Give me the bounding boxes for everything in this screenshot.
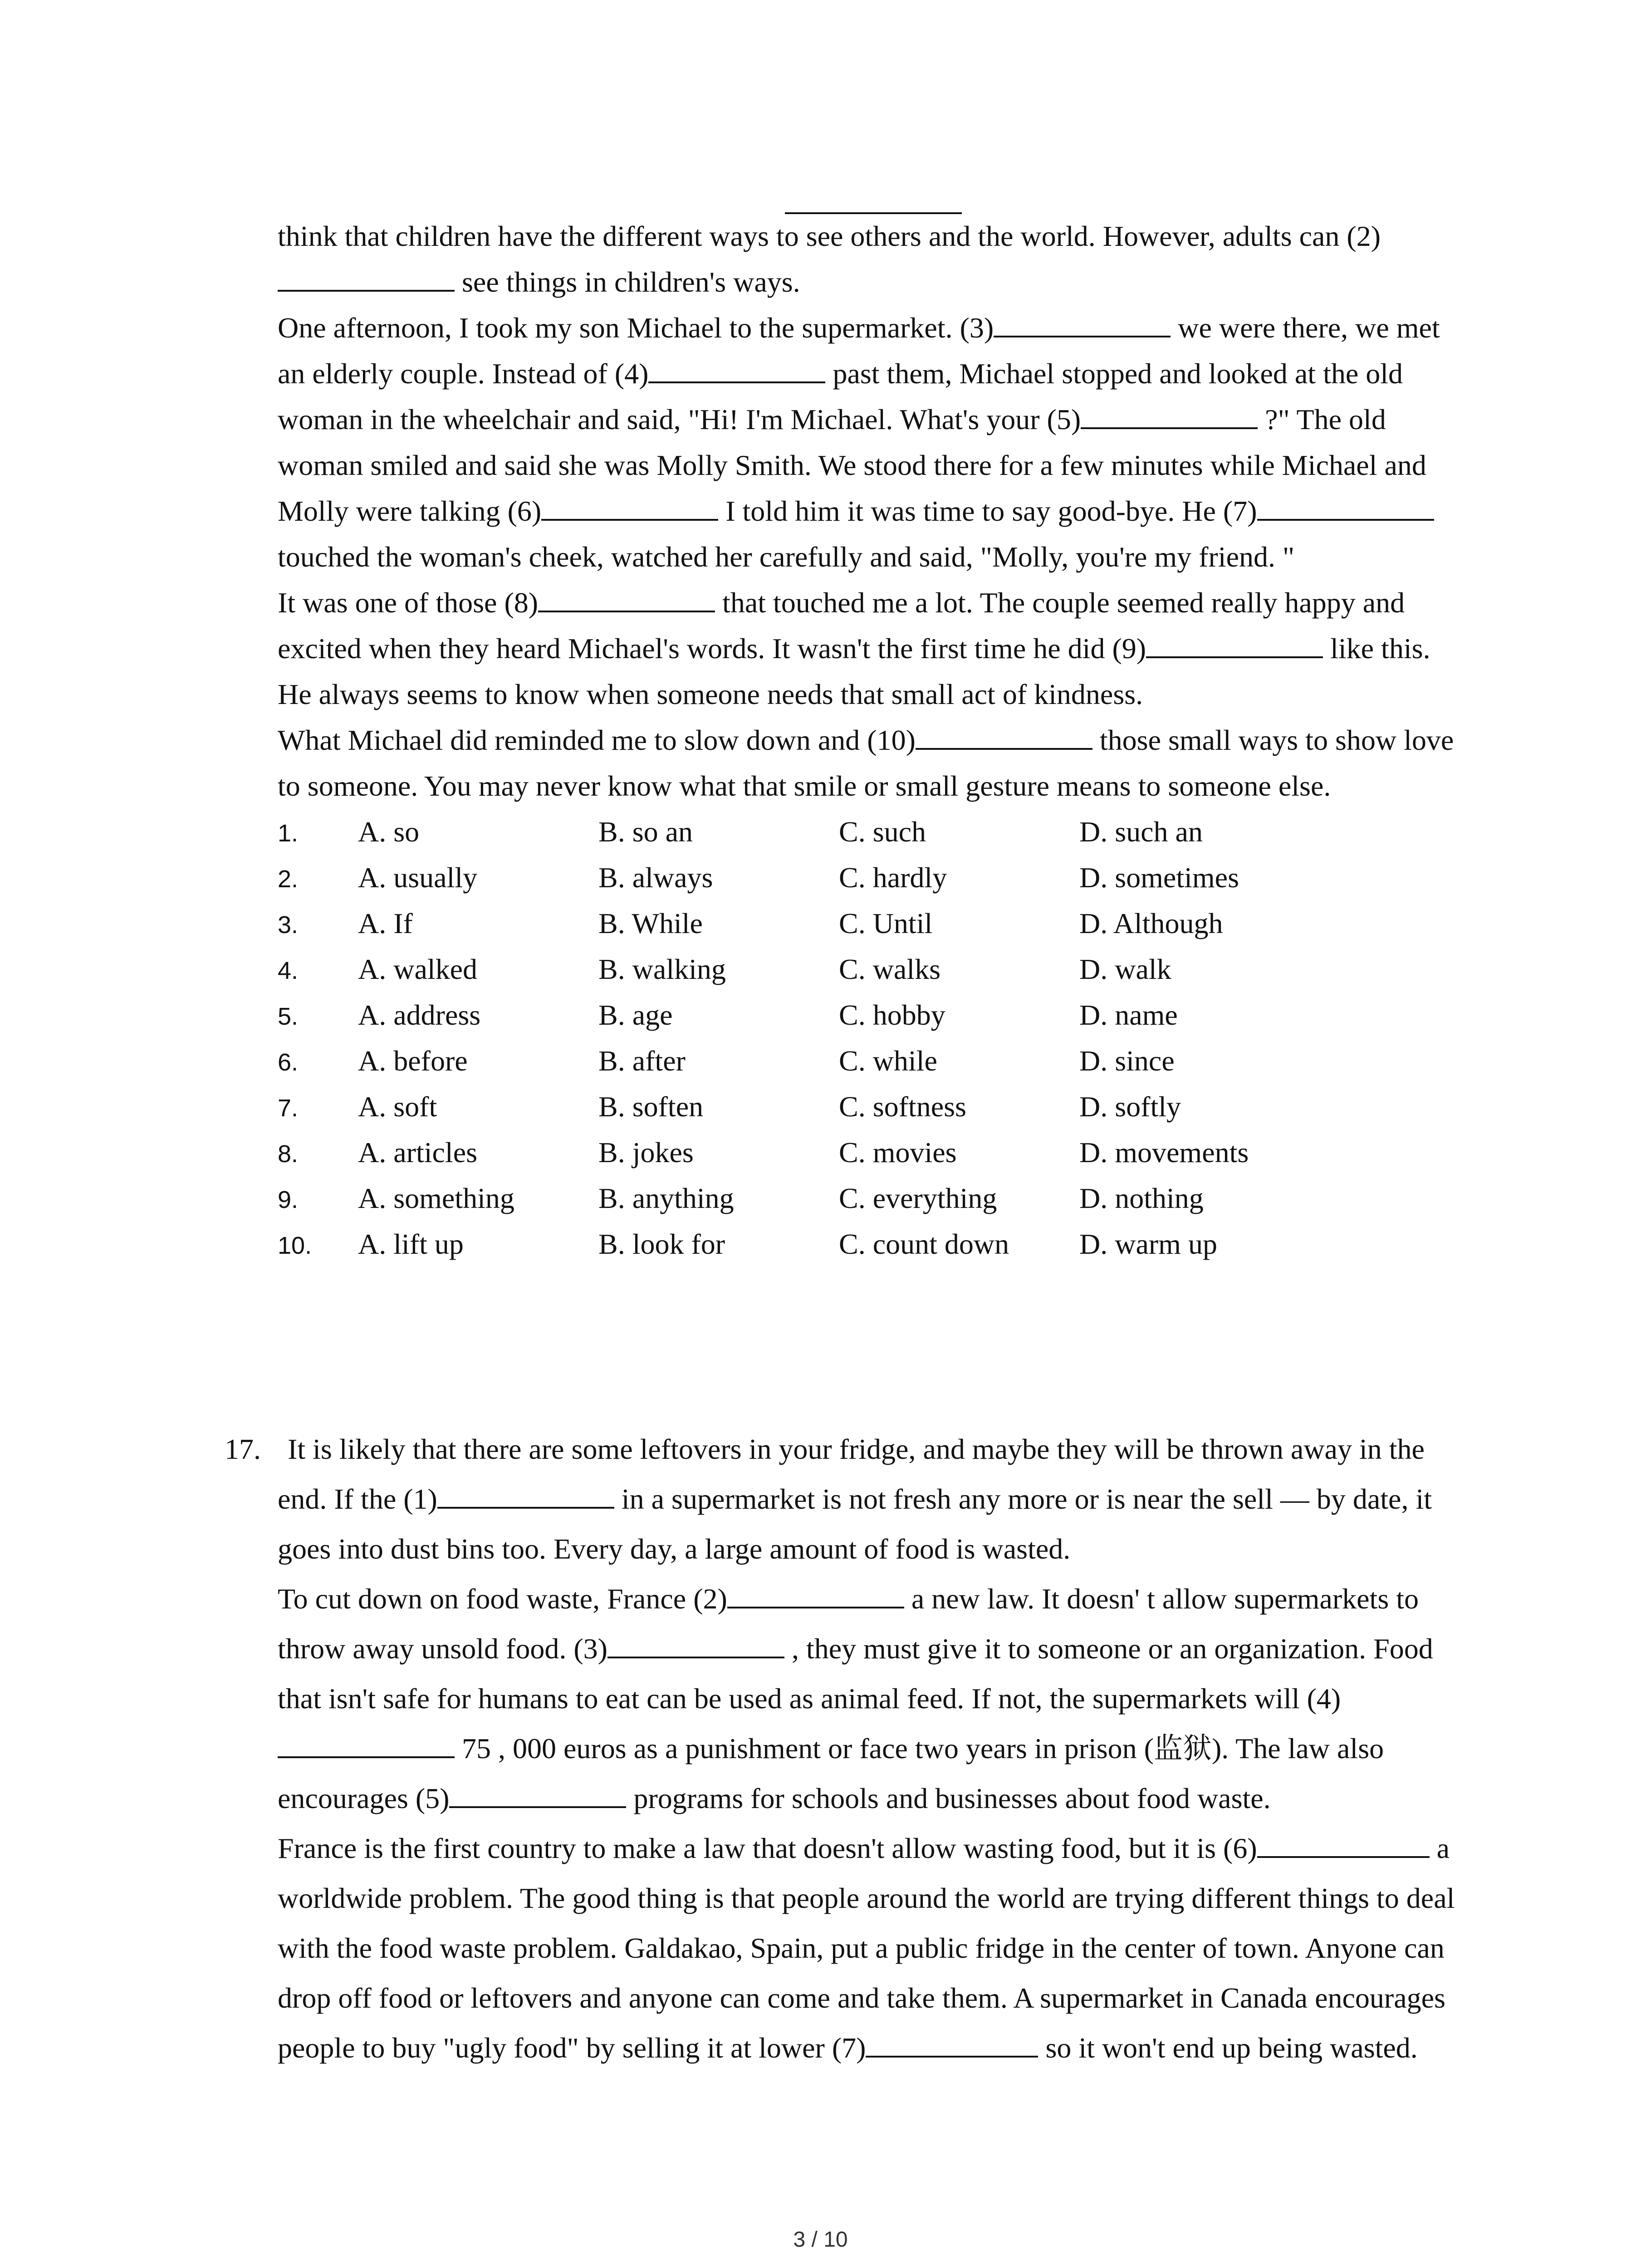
option-row (278, 1084, 1466, 1129)
option-number: 9. (278, 1186, 299, 1213)
option-b: B. While (598, 907, 703, 939)
passage-paragraph: What Michael did reminded me to slow down and (10) those small ways to show love to someone. You may never know what that smile or small gesture means to someone else. (278, 717, 1466, 809)
option-d: D. such an (1079, 816, 1203, 848)
option-row (278, 992, 1466, 1038)
option-d: D. name (1079, 999, 1178, 1031)
answer-blank-5 (1081, 400, 1258, 429)
answer-blank-4 (278, 1729, 455, 1758)
option-d: D. since (1079, 1045, 1175, 1077)
option-a: A. before (358, 1045, 468, 1077)
option-row (278, 900, 1466, 946)
option-number: 2. (278, 865, 299, 893)
answer-blank-8 (538, 583, 715, 612)
option-c: C. walks (839, 953, 941, 985)
answer-blank-10 (916, 721, 1092, 750)
option-row (278, 1175, 1466, 1221)
page-number: 3 / 10 (793, 2228, 848, 2252)
option-d: D. warm up (1079, 1228, 1217, 1260)
option-b: B. so an (598, 816, 693, 848)
option-number: 3. (278, 911, 299, 938)
option-c: C. while (839, 1045, 937, 1077)
answer-blank-6 (541, 492, 718, 521)
option-c: C. hobby (839, 999, 945, 1031)
answer-blank-7 (866, 2028, 968, 2058)
option-a: A. address (358, 999, 481, 1031)
option-b: B. soften (598, 1090, 704, 1123)
answer-blank-7-continued (968, 2028, 1038, 2058)
option-number: 6. (278, 1049, 299, 1076)
option-number: 7. (278, 1095, 299, 1122)
option-a: A. something (358, 1182, 514, 1214)
option-d: D. sometimes (1079, 861, 1239, 894)
answer-blank-3 (607, 1629, 784, 1658)
answer-blank-1 (437, 1480, 614, 1509)
option-a: A. walked (358, 953, 478, 985)
option-c: C. hardly (839, 861, 947, 894)
answer-blank-2 (278, 263, 455, 292)
option-d: D. walk (1079, 953, 1171, 985)
answer-blank-4 (648, 354, 825, 383)
option-d: D. nothing (1079, 1182, 1204, 1214)
question-16-passage (278, 213, 1466, 1267)
option-c: C. softness (839, 1090, 966, 1123)
option-c: C. everything (839, 1182, 997, 1214)
option-row (278, 1129, 1466, 1175)
answer-options (278, 809, 1466, 1267)
option-b: B. age (598, 999, 673, 1031)
option-b: B. always (598, 861, 713, 894)
option-number: 4. (278, 957, 299, 984)
option-number: 1. (278, 820, 299, 847)
answer-blank-6 (1257, 1829, 1359, 1858)
option-row (278, 1038, 1466, 1084)
passage-paragraph: think that children have the different ways to see others and the world. However, adults can (2) see things in children's ways. (278, 220, 1381, 298)
option-b: B. after (598, 1045, 686, 1077)
option-row (278, 809, 1466, 855)
question-number: 17. (225, 1433, 261, 1465)
option-number: 10. (278, 1232, 312, 1259)
answer-blank-7 (1257, 492, 1434, 521)
option-row (278, 1221, 1466, 1267)
option-b: B. anything (598, 1182, 734, 1214)
option-c: C. Until (839, 907, 933, 939)
option-row (278, 946, 1466, 992)
option-c: C. movies (839, 1136, 957, 1168)
option-c: C. such (839, 816, 926, 848)
option-a: A. usually (358, 861, 478, 894)
option-a: A. If (358, 907, 413, 939)
option-number: 8. (278, 1140, 299, 1168)
question-17-body (278, 1424, 1468, 2073)
option-row (278, 855, 1466, 900)
option-a: A. lift up (358, 1228, 464, 1260)
option-d: D. movements (1079, 1136, 1249, 1168)
passage-paragraph: France is the first country to make a law that doesn't allow wasting food, but it is (6) a worldwide problem. The good thing is that people around the world are trying different things to deal with the food waste problem. Galdakao, Spain, put a public fridge in the center of town. Anyone can drop off food or leftovers and anyone can come and take them. A supermarket in Canada encourages people to buy "ugly food" by selling it at lower (7) so it won't end up being wasted. (278, 1823, 1468, 2073)
option-b: B. jokes (598, 1136, 694, 1168)
option-d: D. Although (1079, 907, 1223, 939)
option-a: A. so (358, 816, 420, 848)
option-d: D. softly (1079, 1090, 1181, 1123)
answer-blank-9 (1146, 629, 1323, 658)
answer-blank-2 (727, 1579, 904, 1608)
question-17-passage (225, 1424, 1468, 2073)
passage-paragraph: It is likely that there are some leftovers in your fridge, and maybe they will be thrown away in the end. If the (1) in a supermarket is not fresh any more or is near the sell — by date, it goes into dust bins too. Every day, a large amount of food is wasted. (278, 1433, 1432, 1565)
option-a: A. articles (358, 1136, 477, 1168)
answer-blank-3 (994, 308, 1171, 337)
answer-blank-5 (449, 1779, 626, 1808)
passage-paragraph: One afternoon, I took my son Michael to the supermarket. (3) we were there, we met an elderly couple. Instead of (4) past them, Michael stopped and looked at the old woman in the wheelchair and said, "Hi! I'm Michael. What's your (5) ?" The old woman smiled and said she was Molly Smith. We stood there for a few minutes while Michael and Molly were talking (6) I told him it was time to say good-bye. He (7) touched the woman's cheek, watched her carefully and said, "Molly, you're my friend. " (278, 305, 1466, 580)
option-b: B. walking (598, 953, 726, 985)
passage-paragraph: To cut down on food waste, France (2) a new law. It doesn' t allow supermarkets to throw away unsold food. (3) , they must give it to someone or an organization. Food that isn't safe for humans to eat can be used as animal feed. If not, the supermarkets will (4) 75 , 000 euros as a punishment or face two years in prison (监狱). The law also encourages (5) programs for schools and businesses about food waste. (278, 1574, 1468, 1823)
option-number: 5. (278, 1003, 299, 1030)
option-b: B. look for (598, 1228, 725, 1260)
passage-paragraph: It was one of those (8) that touched me a lot. The couple seemed really happy and excited when they heard Michael's words. It wasn't the first time he did (9) like this. He always seems to know when someone needs that small act of kindness. (278, 580, 1466, 717)
answer-blank-6-continued (1359, 1829, 1430, 1858)
option-a: A. soft (358, 1090, 437, 1123)
option-c: C. count down (839, 1228, 1009, 1260)
